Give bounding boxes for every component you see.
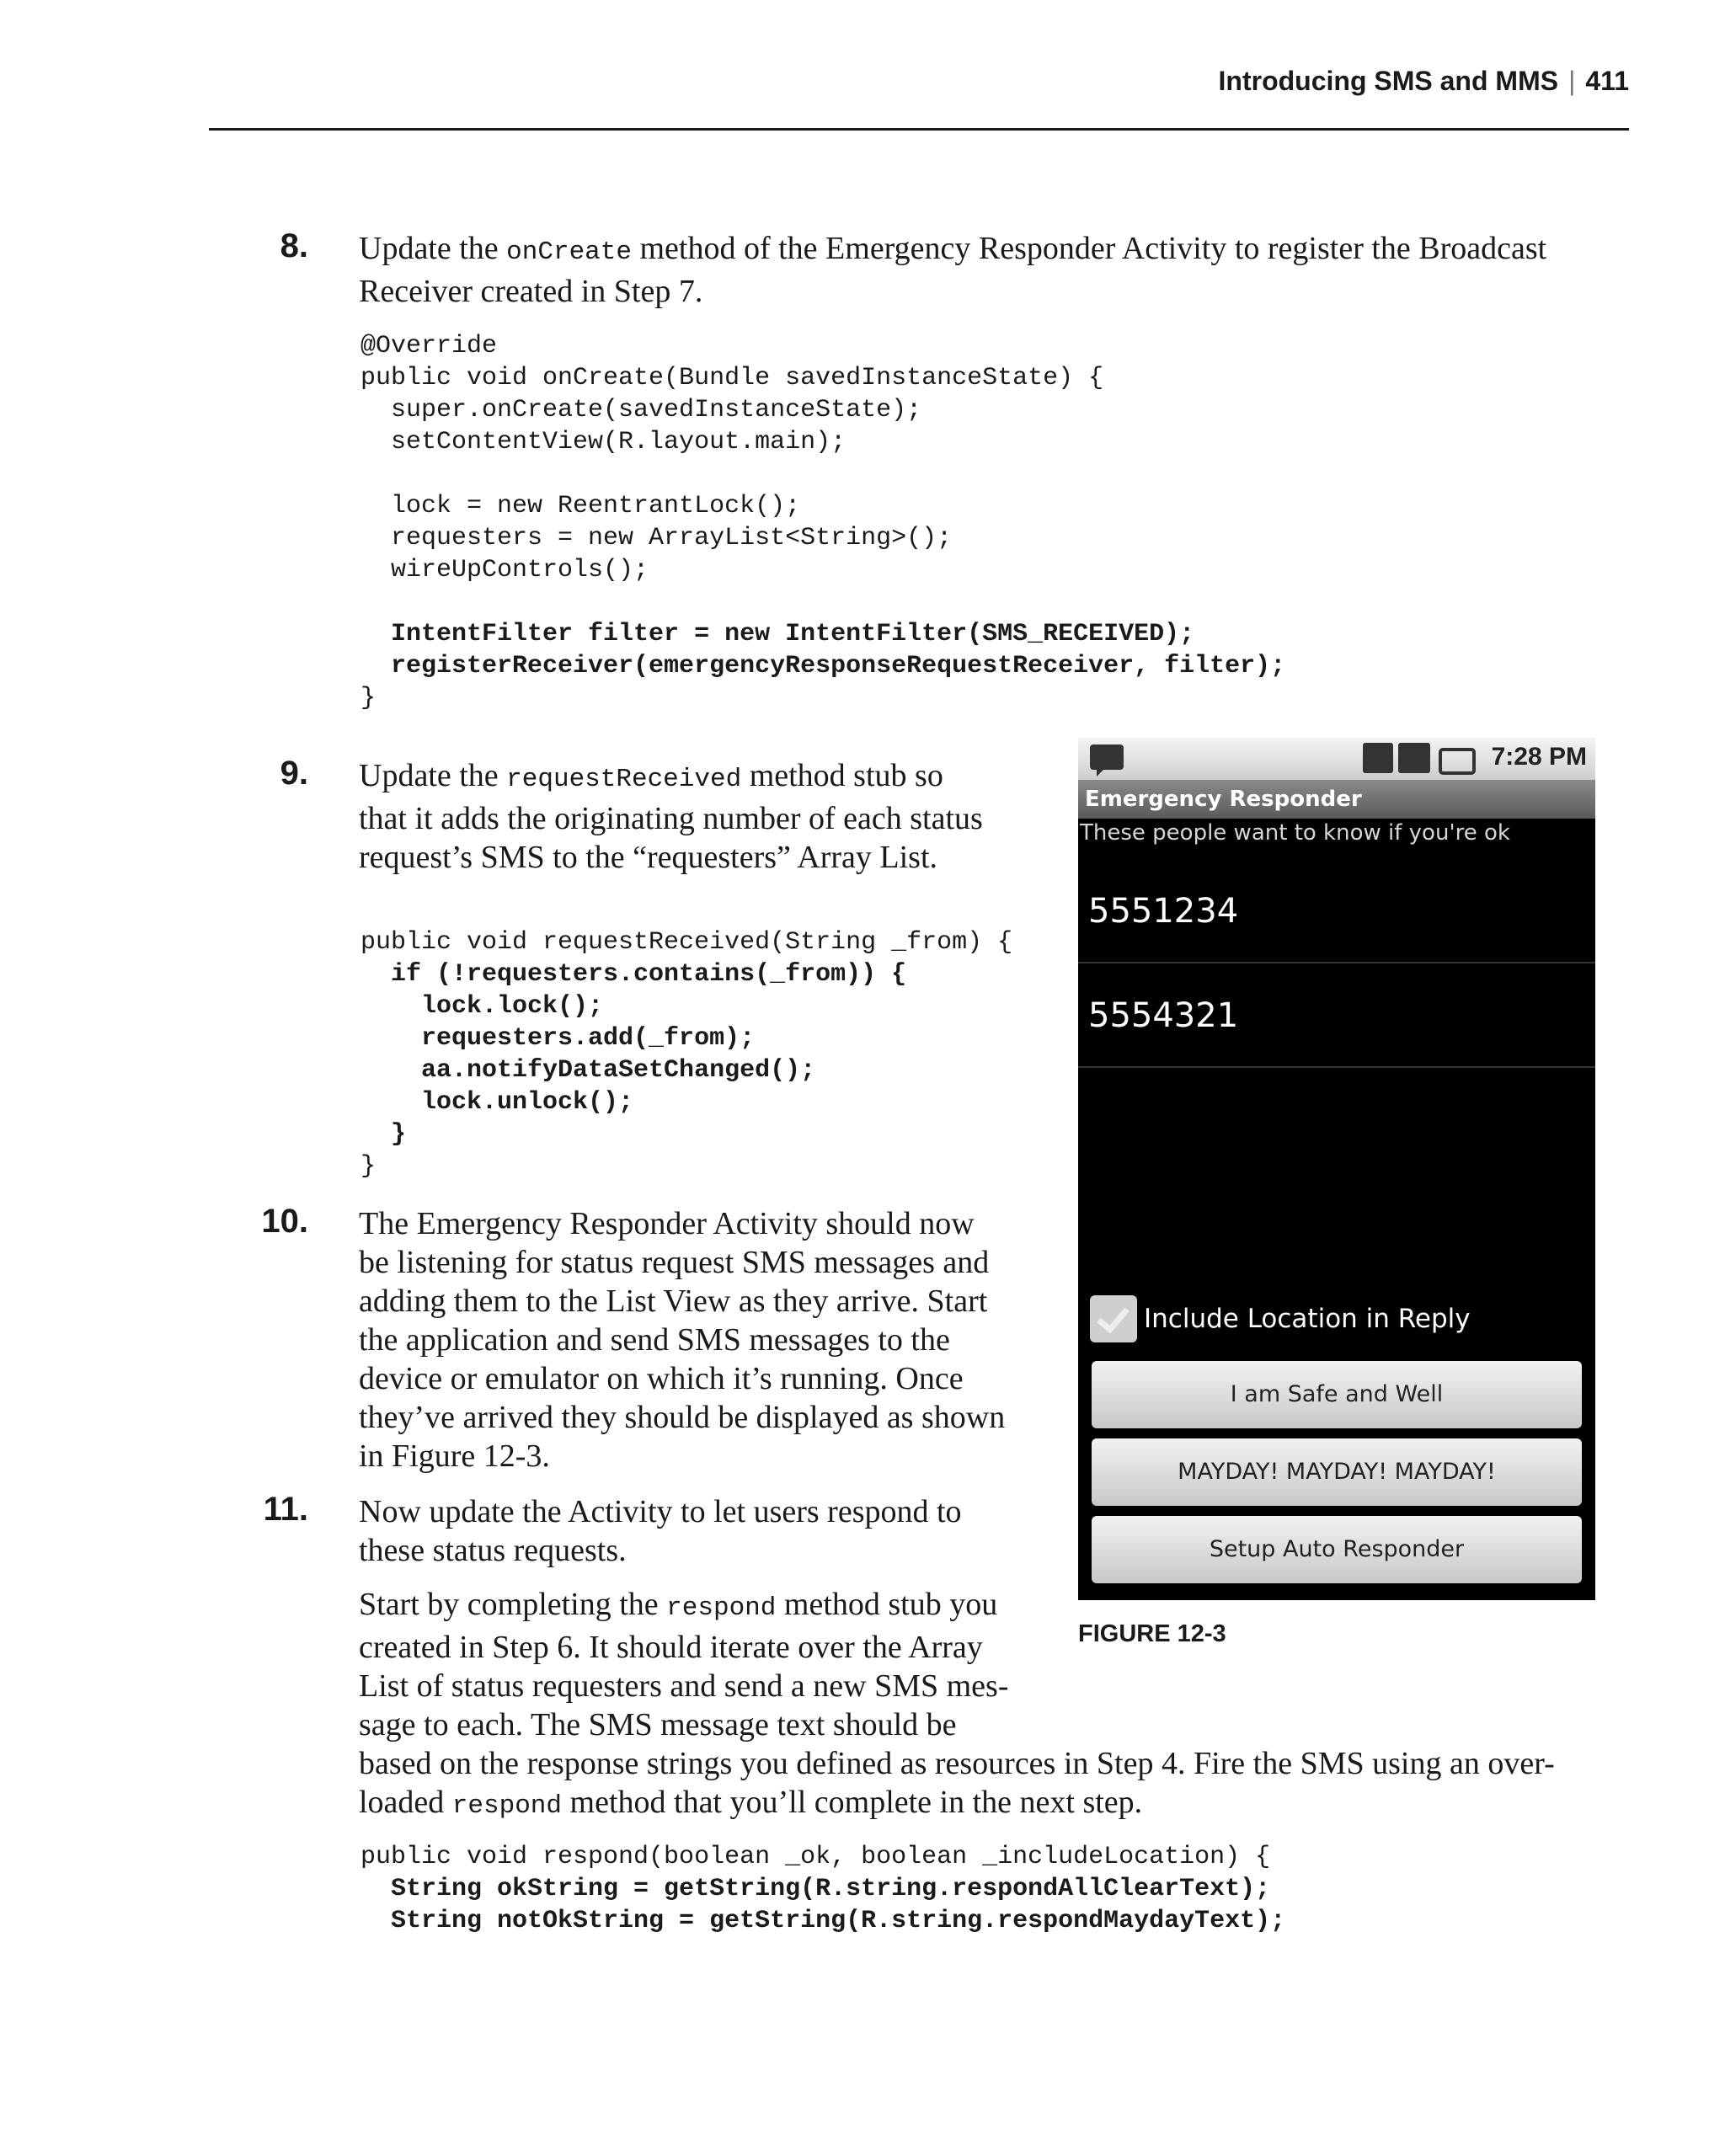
code-block-respond [360,1841,1285,1937]
inline-code-respond: respond [666,1593,777,1623]
step-10-number: 10. [261,1203,308,1240]
include-location-label: Include Location in Reply [1144,1304,1471,1334]
app-title-bar: Emergency Responder [1078,780,1595,819]
3g-icon [1363,743,1393,773]
step-10-line: they’ve arrived they should be displayed as shown [359,1400,1006,1435]
code-line: public void respond(boolean _ok, boolean _includeLocation) { [360,1843,1271,1871]
step-10-line: in Figure 12-3. [359,1438,550,1474]
code-line: public void onCreate(Bundle savedInstanceState) { [360,364,1104,392]
step-9-text [359,756,1049,877]
code-line [360,586,1285,618]
header-separator: | [1568,66,1576,96]
step-8-text [359,229,1639,311]
inline-code-respond: respond [451,1791,563,1821]
step-11-number: 11. [263,1491,308,1528]
step-10-line: The Emergency Responder Activity should now [359,1206,975,1241]
step-9-text-part: method stub so [741,758,943,793]
chapter-title: Introducing SMS and MMS [1218,66,1559,96]
step-10-line: be listening for status request SMS messages and [359,1245,990,1280]
step-9-number: 9. [280,755,308,792]
inline-code-requestreceived: requestReceived [506,765,742,794]
step-11-line: based on the response strings you defined as resources in Step 4. Fire the SMS using an over- [359,1746,1555,1781]
code-line: wireUpControls(); [360,556,649,584]
code-line: requesters.add(_from); [360,1024,756,1053]
code-line: requesters = new ArrayList<String>(); [360,524,953,552]
code-line: registerReceiver(emergencyResponseRequestReceiver, filter); [360,652,1286,680]
list-item[interactable]: 5554321 [1078,963,1595,1068]
list-subtitle: These people want to know if you're ok [1080,820,1510,846]
include-location-checkbox[interactable] [1090,1295,1137,1342]
step-11-text-part: loaded [359,1785,452,1820]
code-line [360,458,1285,490]
step-11-text-part: method stub you [776,1587,998,1622]
step-11-text [359,1492,1049,1570]
code-line: if (!requesters.contains(_from)) { [360,960,907,989]
code-line: String notOkString = getString(R.string.respondMaydayText); [360,1907,1286,1935]
figure-caption: FIGURE 12-3 [1078,1620,1226,1647]
step-8-text-part: Receiver created in Step 7. [359,274,703,309]
step-11-text-part: method that you’ll complete in the next step. [562,1785,1143,1820]
step-8-number: 8. [280,227,308,264]
status-bar [1078,738,1595,780]
step-11-line: these status requests. [359,1533,627,1568]
code-line: } [360,1152,377,1181]
code-line: } [360,1120,407,1149]
code-line: } [360,684,377,712]
code-line: @Override [360,332,498,360]
code-line: public void requestReceived(String _from) { [360,928,1013,957]
code-line: String okString = getString(R.string.respondAllClearText); [360,1875,1271,1903]
inline-code-oncreate: onCreate [506,237,632,267]
step-11-text-part: Start by completing the [359,1587,667,1622]
running-header [209,61,1629,131]
requesters-list [1078,859,1595,1068]
step-9-text-part: request’s SMS to the “requesters” Array List. [359,840,938,875]
step-10-text [359,1204,1049,1476]
step-8-text-part: method of the Emergency Responder Activity to register the Broadcast [631,231,1547,266]
mayday-button[interactable]: MAYDAY! MAYDAY! MAYDAY! [1092,1438,1582,1506]
safe-and-well-button[interactable]: I am Safe and Well [1092,1361,1582,1428]
include-location-row[interactable] [1090,1295,1471,1342]
message-notification-icon [1090,744,1124,770]
code-line: lock.lock(); [360,992,604,1021]
step-11-line: created in Step 6. It should iterate over the Array [359,1630,983,1665]
step-11-line: Now update the Activity to let users respond to [359,1494,962,1529]
step-11-line: List of status requesters and send a new SMS mes- [359,1668,1009,1704]
step-9-text-part: that it adds the originating number of each status [359,801,983,836]
code-line: super.onCreate(savedInstanceState); [360,396,922,424]
code-block-oncreate [360,330,1285,714]
code-line: setContentView(R.layout.main); [360,428,846,456]
setup-auto-responder-button[interactable]: Setup Auto Responder [1092,1516,1582,1583]
battery-icon [1439,748,1476,775]
status-time: 7:28 PM [1491,743,1587,771]
step-10-line: device or emulator on which it’s running. Once [359,1361,964,1396]
code-block-requestreceived [360,926,1012,1182]
figure-phone-screenshot [1078,738,1595,1600]
page-number: 411 [1585,66,1629,96]
step-11-paragraph-2 [359,1585,1639,1826]
code-line: lock.unlock(); [360,1088,634,1117]
list-item[interactable]: 5551234 [1078,859,1595,963]
code-line: IntentFilter filter = new IntentFilter(SMS_RECEIVED); [360,620,1195,648]
code-line: lock = new ReentrantLock(); [360,492,801,520]
step-11-line: sage to each. The SMS message text should be [359,1707,957,1742]
step-10-line: adding them to the List View as they arrive. Start [359,1283,988,1319]
step-9-text-part: Update the [359,758,507,793]
code-line: aa.notifyDataSetChanged(); [360,1056,816,1085]
signal-strength-icon [1398,743,1430,773]
header-text [1219,66,1629,97]
step-10-line: the application and send SMS messages to the [359,1322,950,1358]
step-8-text-part: Update the [359,231,507,266]
